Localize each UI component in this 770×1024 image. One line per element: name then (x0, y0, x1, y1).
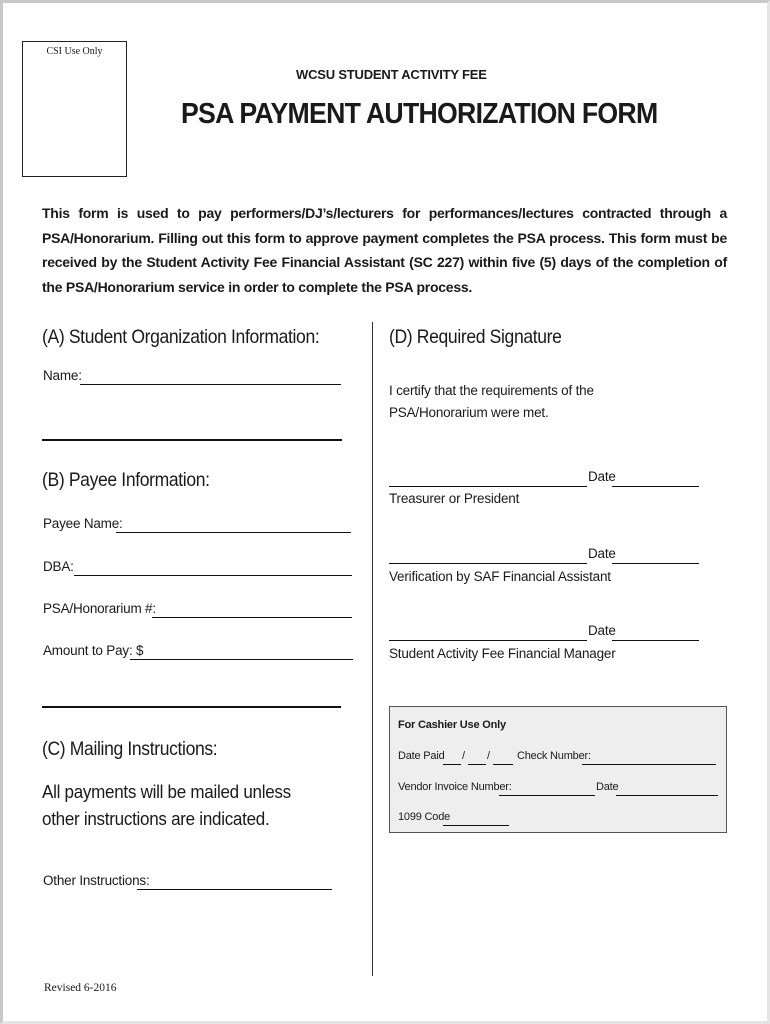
signature-3-line[interactable] (389, 640, 587, 641)
vendor-invoice-field[interactable] (499, 795, 595, 796)
date-paid-label: Date Paid (398, 750, 445, 762)
psa-honorarium-label: PSA/Honorarium #: (43, 601, 156, 616)
check-number-label: Check Number: (517, 750, 591, 762)
dba-field[interactable] (74, 575, 352, 576)
other-instructions-label: Other Instructions: (43, 873, 150, 888)
date-separator-1: / (462, 750, 465, 762)
dba-label: DBA: (43, 559, 74, 574)
signature-2-role: Verification by SAF Financial Assistant (389, 569, 611, 584)
psa-honorarium-field[interactable] (152, 617, 352, 618)
signature-3-role: Student Activity Fee Financial Manager (389, 646, 616, 661)
intro-paragraph: This form is used to pay performers/DJ’s/lecturers for performances/lectures contracted through a PSA/Honorarium. Filling out this form to approve payment completes the PSA process. This form must be received by the Student Activity Fee Financial Assistant (SC 227) within five (5) days of the completion of the PSA/Honorarium service in order to complete the PSA process. (42, 205, 727, 295)
signature-2-date-label: Date (588, 546, 616, 561)
column-divider (372, 322, 373, 976)
cashier-date-field[interactable] (616, 795, 718, 796)
section-d-title: (D) Required Signature (389, 326, 562, 348)
code-1099-field[interactable] (443, 825, 509, 826)
payee-name-field[interactable] (116, 532, 351, 533)
cashier-date-label: Date (596, 781, 619, 793)
signature-1-date-label: Date (588, 469, 616, 484)
section-b-divider (42, 706, 341, 708)
signature-3-date-field[interactable] (612, 640, 699, 641)
date-paid-month-field[interactable] (443, 764, 461, 765)
cashier-box-title: For Cashier Use Only (398, 719, 506, 731)
org-name-label: Name: (43, 368, 82, 383)
vendor-invoice-label: Vendor Invoice Number: (398, 781, 512, 793)
certify-text: I certify that the requirements of the PSA/Honorarium were met. (389, 383, 594, 420)
csi-use-only-label: CSI Use Only (46, 46, 103, 57)
code-1099-label: 1099 Code (398, 811, 451, 823)
check-number-field[interactable] (582, 764, 716, 765)
section-c-title: (C) Mailing Instructions: (42, 738, 218, 760)
form-subtitle: WCSU STUDENT ACTIVITY FEE (296, 67, 487, 82)
signature-3-date-label: Date (588, 623, 616, 638)
org-name-second-line[interactable] (42, 439, 342, 441)
form-title: PSA PAYMENT AUTHORIZATION FORM (181, 98, 658, 130)
date-paid-year-field[interactable] (493, 764, 513, 765)
mailing-note: All payments will be mailed unless other instructions are indicated. (42, 781, 291, 829)
org-name-field[interactable] (80, 384, 341, 385)
amount-to-pay-field[interactable] (130, 659, 353, 660)
signature-1-role: Treasurer or President (389, 491, 520, 506)
revision-note: Revised 6-2016 (44, 982, 117, 994)
section-a-title: (A) Student Organization Information: (42, 326, 320, 348)
csi-use-only-box (22, 41, 127, 177)
payee-name-label: Payee Name: (43, 516, 123, 531)
other-instructions-field[interactable] (137, 889, 332, 890)
date-separator-2: / (487, 750, 490, 762)
amount-to-pay-label: Amount to Pay: $ (43, 643, 144, 658)
signature-2-line[interactable] (389, 563, 587, 564)
signature-1-line[interactable] (389, 486, 587, 487)
date-paid-day-field[interactable] (468, 764, 486, 765)
cashier-use-box (389, 706, 727, 833)
signature-1-date-field[interactable] (612, 486, 699, 487)
signature-2-date-field[interactable] (612, 563, 699, 564)
section-b-title: (B) Payee Information: (42, 469, 210, 491)
